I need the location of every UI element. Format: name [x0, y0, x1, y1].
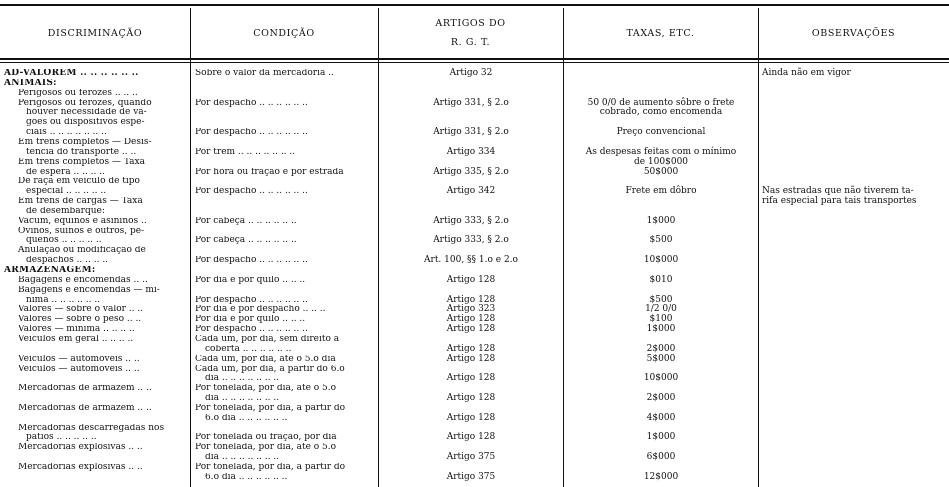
cell-c4: 6$000 — [646, 452, 676, 463]
cell-c1: ARMAZENAGEM: — [4, 266, 96, 275]
cell-c1: Mercadorias explosivas .. .. — [18, 463, 143, 472]
header-artigos-line2: R. G. T. — [450, 37, 491, 48]
cell-c3: Art. 100, §§ 1.o e 2.o — [424, 255, 518, 266]
cell-c1: Valores — sôbre o valor .. .. — [18, 305, 144, 314]
cell-c2: Cada um, por dia, a partir do 6.o — [195, 364, 345, 374]
cell-c2: Por dia e por despacho .. .. .. — [195, 305, 326, 314]
cell-c4: 10$000 — [643, 373, 679, 384]
cell-c1: Em trens de cargas — Taxa — [18, 197, 143, 206]
cell-c3: Artigo 128 — [446, 343, 496, 354]
cell-c3: Artigo 128 — [446, 373, 496, 384]
cell-c2: Por cabeça .. .. .. .. .. .. — [195, 236, 297, 246]
cell-c4: 5$000 — [646, 353, 676, 364]
cell-c2: Cada um, por dia, até o 5.o dia — [195, 354, 336, 364]
cell-c2: Por despacho .. .. .. .. .. .. — [195, 187, 308, 196]
cell-c1: especial .. .. .. .. .. — [26, 187, 107, 196]
cell-c3: Artigo 335, § 2.o — [433, 166, 509, 177]
cell-c1: gões ou dispositivos espe- — [26, 118, 145, 127]
header-taxas: TAXAS, ETC. — [626, 27, 695, 39]
cell-c2: Por tonelada, por dia, até o 5.o — [195, 384, 337, 393]
cell-c3: Artigo 128 — [446, 393, 496, 404]
cell-c5: rifa especial para tais transportes — [762, 196, 917, 207]
cell-c3: Artigo 331, § 2.o — [433, 97, 509, 108]
cell-c5: Ainda não em vigor — [762, 68, 851, 78]
cell-c2: Por despacho .. .. .. .. .. .. — [195, 325, 308, 334]
cell-c4: $100 — [649, 314, 673, 325]
cell-c1: Vacum, equinos e asininos .. — [18, 216, 147, 226]
cell-c3: Artigo 128 — [446, 294, 496, 305]
header-discriminacao: DISCRIMINAÇÃO — [47, 27, 143, 39]
cell-c4: 12$000 — [643, 471, 679, 482]
cell-c3: Artigo 333, § 2.o — [433, 235, 509, 246]
cell-c2: Por tonelada ou fração, por dia — [195, 433, 337, 443]
cell-c1: Bagagens e encomendas .. .. — [18, 275, 148, 285]
cell-c3: Artigo 334 — [446, 146, 496, 157]
cell-c1: Mercadorias de armazem .. .. — [18, 403, 152, 413]
cell-c1: AD-VALOREM .. .. .. .. .. .. — [4, 69, 139, 78]
cell-c1: ciais .. .. .. .. .. .. .. — [26, 128, 107, 137]
cell-c3: Artigo 128 — [446, 314, 496, 325]
cell-c4: 2$000 — [646, 343, 676, 354]
header-observacoes: OBSERVAÇÕES — [811, 27, 896, 39]
cell-c2: Por dia e por quilo .. .. .. — [195, 275, 306, 285]
cell-c1: nima .. .. .. .. .. .. — [26, 295, 101, 305]
cell-c4: 1$000 — [646, 324, 676, 335]
cell-c3: Artigo 128 — [446, 274, 496, 285]
cell-c1: de espera .. .. .. .. — [26, 167, 105, 177]
cell-c1: Valores — mínima .. .. .. .. — [18, 325, 135, 334]
cell-c2: Por despacho .. .. .. .. .. .. — [195, 295, 308, 305]
cell-c1: Mercadorias explosivas .. .. — [18, 443, 143, 452]
cell-c2: Por tonelada, por dia, a partir do — [195, 403, 346, 413]
cell-c1: tência do transporte .. .. — [26, 147, 137, 157]
cell-c3: Artigo 331, § 2.o — [433, 127, 509, 138]
cell-c2: Por despacho .. .. .. .. .. .. — [195, 256, 308, 265]
cell-c4: cobrado, como encomenda — [599, 107, 723, 118]
top-rule — [0, 4, 949, 6]
cell-c1: Mercadorias de armazem .. .. — [18, 384, 152, 393]
cell-c2: Por trem .. .. .. .. .. .. .. — [195, 147, 296, 157]
header-condicao: CONDIÇÃO — [253, 27, 315, 39]
cell-c4: 4$000 — [646, 412, 676, 423]
cell-c4: de 100$000 — [633, 156, 689, 167]
cell-c1: de desembarque: — [26, 206, 105, 216]
cell-c3: Artigo 128 — [446, 432, 496, 443]
cell-c2: 6.o dia .. .. .. .. .. .. — [205, 472, 288, 482]
cell-c2: Por tonelada, por dia, até o 5.o — [195, 443, 337, 452]
cell-c1: quenos .. .. .. .. .. — [26, 236, 102, 246]
col-divider-3 — [563, 8, 564, 487]
cell-c3: Artigo 128 — [446, 412, 496, 423]
cell-c1: Perigosos ou ferozes, quando — [18, 98, 152, 108]
cell-c4: 1/2 0/0 — [645, 304, 677, 315]
cell-c4: 2$000 — [646, 393, 676, 404]
cell-c1: De raça em veículo de tipo — [18, 177, 140, 186]
cell-c4: $010 — [649, 274, 673, 285]
cell-c2: Por tonelada, por dia, a partir do — [195, 463, 346, 472]
cell-c4: 50$000 — [643, 166, 679, 177]
header-artigos — [378, 8, 563, 58]
cell-c2: dia .. .. .. .. .. .. .. — [205, 394, 280, 403]
cell-c3: Artigo 375 — [446, 452, 496, 463]
cell-c1: Em trens completos — Desis- — [18, 137, 152, 147]
cell-c1: Veículos em geral .. .. .. .. — [18, 334, 134, 344]
cell-c1: houver necessidade de va- — [26, 108, 147, 117]
cell-c2: Por despacho .. .. .. .. .. .. — [195, 98, 308, 108]
cell-c2: 6.o dia .. .. .. .. .. .. — [205, 413, 288, 423]
header-rule-thin — [0, 62, 949, 63]
cell-c2: Por hora ou fração e por estrada — [195, 167, 344, 177]
cell-c1: Em trens completos — Taxa — [18, 157, 145, 167]
cell-c4: 1$000 — [646, 215, 676, 226]
cell-c3: Artigo 375 — [446, 471, 496, 482]
cell-c1: patios .. .. .. .. .. — [26, 433, 97, 443]
cell-c4: Preço convencional — [616, 127, 706, 138]
cell-c1: Veículos — automóveis .. .. — [18, 354, 140, 364]
cell-c1: Anulação ou modificação de — [18, 246, 146, 255]
cell-c2: Cada um, por dia, sem direito a — [195, 334, 340, 344]
cell-c2: dia .. .. .. .. .. .. .. — [205, 453, 280, 462]
cell-c4: 50 0/0 de aumento sôbre o frete — [587, 97, 735, 108]
cell-c4: $500 — [649, 235, 673, 246]
cell-c1: Veículos — automóveis .. .. — [18, 364, 140, 374]
cell-c4: 10$000 — [643, 255, 679, 266]
cell-c1: Ovinos, suínos e outros, pe- — [18, 226, 145, 236]
cell-c1: Bagagens e encomendas — mí- — [18, 285, 160, 295]
cell-c4: $500 — [649, 294, 673, 305]
cell-c3: Artigo 128 — [446, 324, 496, 335]
cell-c1: ANIMAIS: — [4, 78, 57, 88]
cell-c2: Sôbre o valor da mercadoria .. — [195, 69, 334, 78]
header-artigos-line1: ARTIGOS DO — [435, 18, 506, 29]
cell-c3: Artigo 128 — [446, 353, 496, 364]
cell-c2: dia .. .. .. .. .. .. .. — [205, 374, 280, 383]
cell-c2: Por dia e por quilo .. .. .. — [195, 315, 306, 324]
cell-c2: coberta .. .. .. .. .. .. — [205, 344, 292, 354]
header-rule — [0, 58, 949, 60]
cell-c2: Por despacho .. .. .. .. .. .. — [195, 128, 308, 137]
cell-c1: despachos .. .. .. .. — [26, 256, 109, 265]
cell-c2: Por cabeça .. .. .. .. .. .. — [195, 216, 297, 226]
cell-c4: 1$000 — [646, 432, 676, 443]
cell-c3: Artigo 333, § 2.o — [433, 215, 509, 226]
cell-c4: Frete em dôbro — [625, 186, 697, 197]
cell-c1: Perigosos ou ferozes .. .. .. — [18, 88, 138, 98]
cell-c3: Artigo 323 — [446, 304, 496, 315]
col-divider-4 — [758, 8, 759, 487]
cell-c4: As despesas feitas com o mínimo — [585, 146, 737, 157]
cell-c3: Artigo 342 — [446, 186, 496, 197]
cell-c1: Valores — sôbre o peso .. .. — [18, 315, 142, 324]
cell-c5: Nas estradas que não tiverem ta- — [762, 186, 914, 197]
cell-c1: Mercadorias descarregadas nos — [18, 423, 165, 433]
cell-c3: Artigo 32 — [449, 68, 493, 78]
